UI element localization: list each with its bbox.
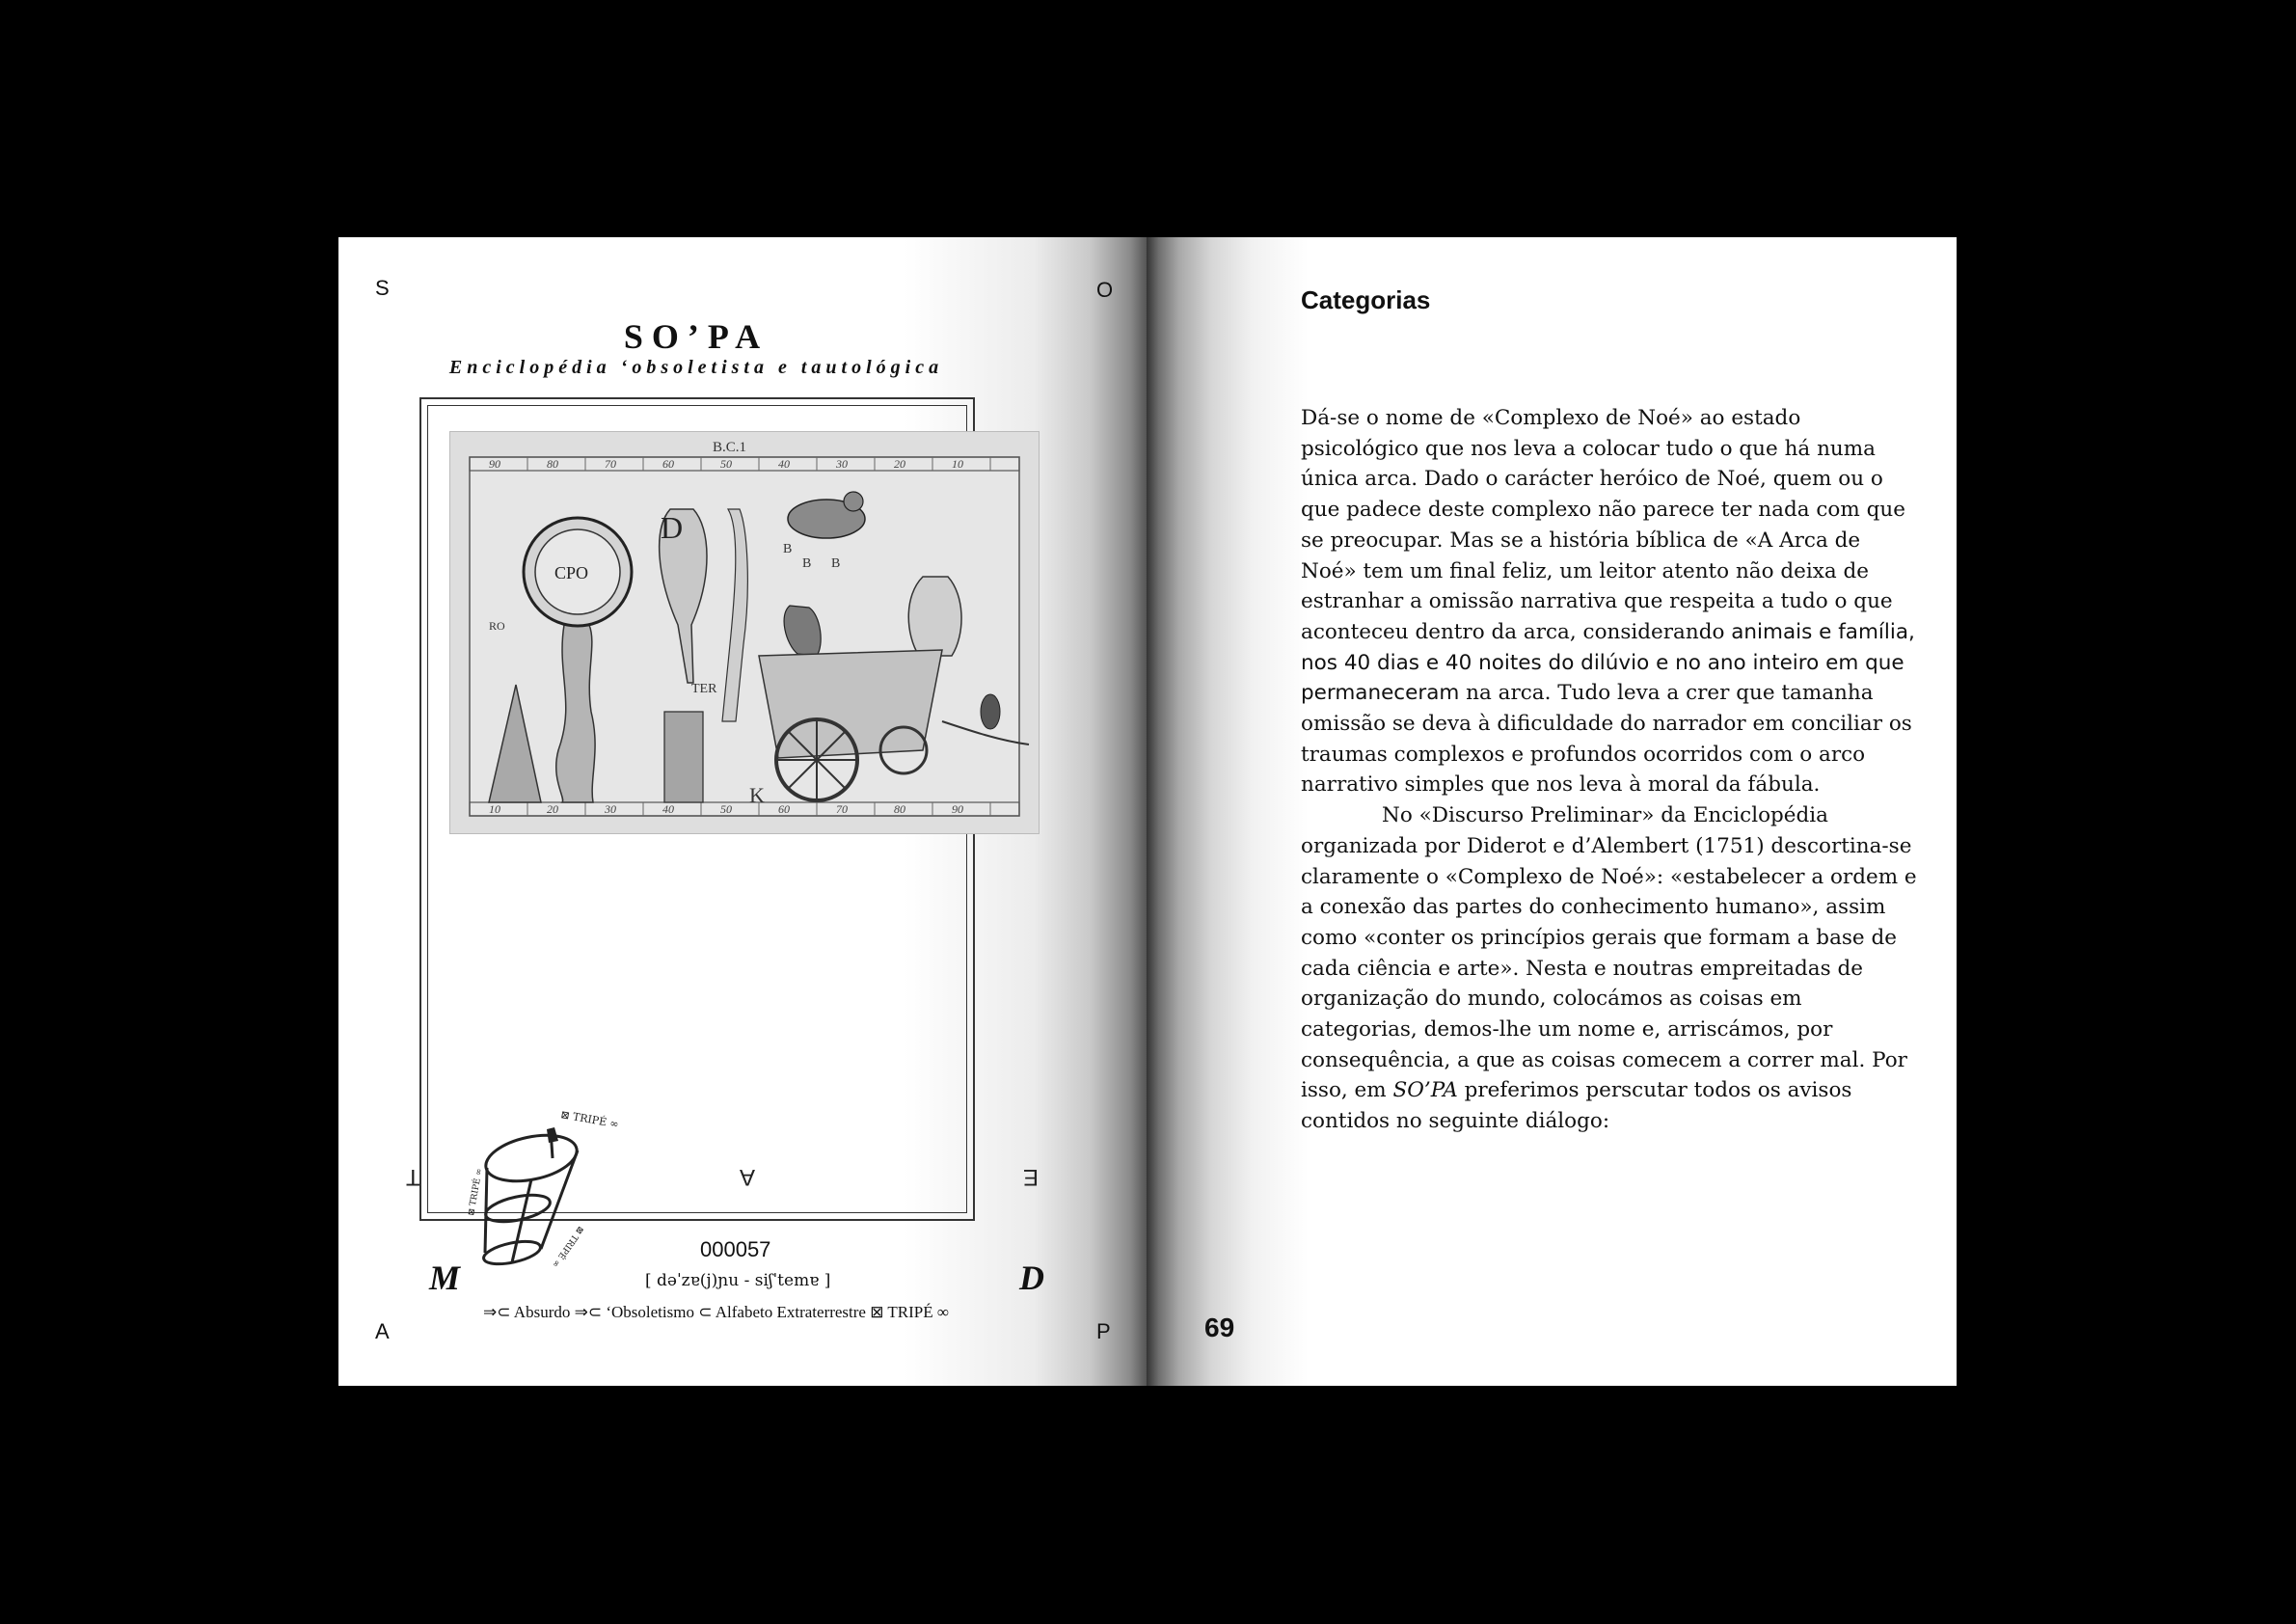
rotated-letter-e: E bbox=[1023, 1164, 1040, 1190]
tripod-label-top: ⊠ TRIPÉ ∞ bbox=[559, 1108, 620, 1131]
left-page bbox=[338, 237, 1147, 1386]
paragraph-2-italic-title: SO’PA bbox=[1392, 1078, 1458, 1103]
ruler-number: 60 bbox=[662, 457, 674, 471]
big-letter-right: D bbox=[1019, 1259, 1044, 1297]
encyclopedia-title: SO’PA bbox=[623, 317, 770, 356]
ruler-number: 30 bbox=[605, 802, 616, 816]
engraving-label-b: B bbox=[831, 556, 841, 571]
engraving-label-b: B bbox=[802, 556, 812, 571]
tripod-label-right: ⊠ TRIPÉ ∞ bbox=[550, 1224, 585, 1269]
ruler-number: 90 bbox=[952, 802, 963, 816]
ruler-number: 80 bbox=[547, 457, 558, 471]
engraving-illustration bbox=[450, 432, 1039, 833]
paragraph-1-part-a: Dá-se o nome de «Complexo de Noé» ao estado psicológico que nos leva a colocar tudo o que há numa única arca. Dado o carácter heróico de Noé, quem ou o que padece deste complexo não parece ter nada com que se preocupar. Mas se a história bíblica de «A Arca de Noé» tem um final feliz, um leitor atento não deixa de estranhar a omissão narrativa que respeita a tudo o que aconteceu dentro da arca, considerando bbox=[1301, 406, 1905, 644]
paragraph-2 bbox=[1301, 800, 1918, 1137]
ruler-number: 30 bbox=[836, 457, 848, 471]
tripod-icon bbox=[435, 1091, 628, 1274]
ruler-number: 50 bbox=[720, 457, 732, 471]
category-formula: ⇒⊂ Absurdo ⇒⊂ ‘Obsoletismo ⊂ Alfabeto Extraterrestre ⊠ TRIPÉ ∞ bbox=[483, 1303, 950, 1321]
ruler-number: 10 bbox=[489, 802, 500, 816]
corner-letter-bottom-right: P bbox=[1096, 1319, 1111, 1343]
body-text bbox=[1301, 403, 1918, 1137]
engraving-label-k: K bbox=[749, 783, 765, 807]
corner-letter-top-left: S bbox=[375, 276, 390, 300]
ruler-number: 20 bbox=[894, 457, 905, 471]
page-number: 69 bbox=[1204, 1313, 1235, 1342]
ruler-number: 20 bbox=[547, 802, 558, 816]
right-page bbox=[1147, 237, 1957, 1386]
engraving-label-ter: TER bbox=[691, 682, 717, 696]
ruler-number: 40 bbox=[662, 802, 674, 816]
phonetic-transcription: [ dəˈzɐ(j)ɲu - siʃˈtemɐ ] bbox=[645, 1271, 831, 1290]
ruler-number: 70 bbox=[605, 457, 616, 471]
section-heading: Categorias bbox=[1301, 285, 1431, 314]
corner-letter-bottom-left: A bbox=[375, 1319, 390, 1343]
ruler-number: 90 bbox=[489, 457, 500, 471]
corner-letter-top-right: O bbox=[1096, 278, 1114, 302]
ruler-number: 60 bbox=[778, 802, 790, 816]
paragraph-1 bbox=[1301, 403, 1918, 800]
tripod-label-left: ⊠ TRIPÉ ∞ bbox=[467, 1167, 485, 1217]
engraving-label-ro: RO bbox=[489, 619, 505, 633]
entry-serial-number: 000057 bbox=[700, 1237, 771, 1261]
ruler-number: 40 bbox=[778, 457, 790, 471]
engraving-label-b: B bbox=[783, 542, 793, 556]
rotated-letter-a: A bbox=[740, 1164, 756, 1190]
big-letter-left: M bbox=[429, 1259, 461, 1297]
rotated-letter-t: T bbox=[406, 1164, 420, 1190]
ruler-number: 10 bbox=[952, 457, 963, 471]
ruler-number: 50 bbox=[720, 802, 732, 816]
engraving-label-cpo: CPO bbox=[554, 563, 589, 582]
paragraph-1-sans-phrase: animais e família, nos 40 dias e 40 noites do dilúvio e no ano inteiro em que permaneceram bbox=[1301, 619, 1915, 706]
ruler-number: 70 bbox=[836, 802, 848, 816]
ruler-number: 80 bbox=[894, 802, 905, 816]
paragraph-2-part-b: preferimos perscutar todos os avisos contidos no seguinte diálogo: bbox=[1301, 1078, 1852, 1134]
paragraph-1-part-c: na arca. Tudo leva a crer que tamanha omissão se deva à dificuldade do narrador em conciliar os traumas complexos e profundos ocorridos com o arco narrativo simples que nos leva à moral da fábula. bbox=[1301, 681, 1912, 798]
engraving-top-label: B.C.1 bbox=[713, 440, 747, 455]
engraving-label-d: D bbox=[661, 510, 684, 545]
engraving-image bbox=[449, 431, 1040, 834]
paragraph-2-part-a: No «Discurso Preliminar» da Enciclopédia organizada por Diderot e d’Alembert (1751) descortina-se claramente o «Complexo de Noé»: «estabelecer a ordem e a conexão das partes do conhecimento humano», assim como «conter os princípios gerais que formam a base de cada ciência e arte». Nesta e noutras empreitadas de organização do mundo, colocámos as coisas em categorias, demos-lhe um nome e, arriscámos, por consequência, a que as coisas comecem a correr mal. Por isso, em bbox=[1301, 803, 1917, 1103]
encyclopedia-subtitle: Enciclopédia ‘obsoletista e tautológica bbox=[448, 357, 944, 378]
